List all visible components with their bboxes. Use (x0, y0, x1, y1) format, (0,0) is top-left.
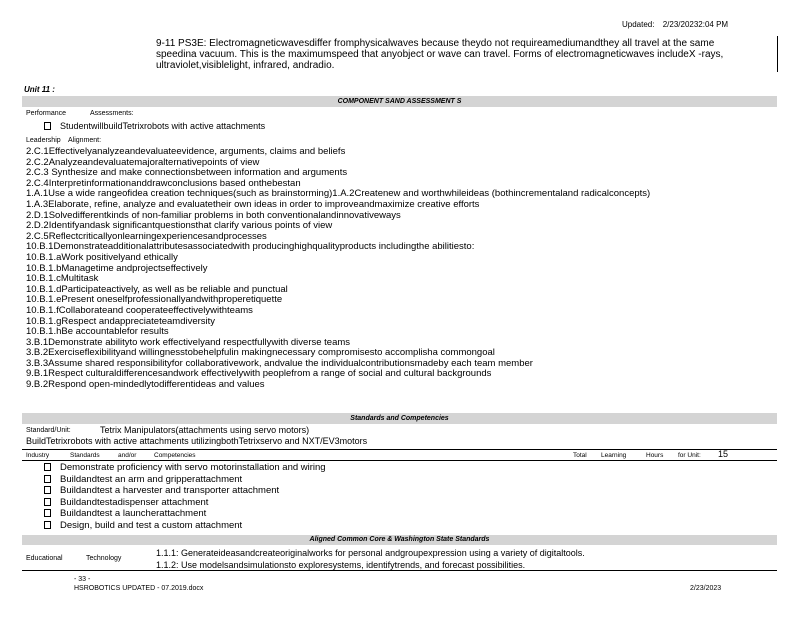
technology-label: Technology (86, 555, 122, 562)
updated-value: 2/23/20232:04 PM (662, 20, 729, 29)
list-item: 3.B.3Assume shared responsibilityfor collaborativework, andvalue the individualcontributionsmadeby each team member (26, 357, 533, 369)
leadership-label: Leadership (26, 137, 61, 144)
industry-label: Industry (26, 452, 50, 459)
list-item: 2.C.2Analyzeandevaluatemajoralternativepoints of view (26, 156, 260, 168)
list-item: 10.B.1.cMultitask (26, 273, 99, 285)
learning-label: Learning (601, 452, 627, 459)
intro-line-3: ultraviolet,visiblelight, infrared, andradio. (156, 60, 335, 71)
checkbox-icon (44, 463, 51, 471)
list-item: Demonstrate proficiency with servo motorinstallation and wiring (44, 462, 326, 474)
divider (22, 449, 777, 450)
tech-standards (156, 547, 585, 571)
updated-timestamp (622, 20, 728, 29)
list-item: 10.B.1.bManagetime andprojectseffectively (26, 262, 208, 274)
list-item: 2.C.3 Synthesize and make connectionsbetween information and arguments (26, 167, 348, 179)
list-item: 9.B.2Respond open-mindedlytodifferentideas and values (26, 379, 265, 391)
performance-item (44, 121, 265, 131)
list-item: 3.B.2Exerciseflexibilityand willingnesstobehelpfulin makingnecessary compromisesto accomplisha commongoal (26, 347, 495, 359)
list-item: 2.C.5Reflectcriticallyonlearningexperiencesandprocesses (26, 230, 267, 242)
footer-file: HSROBOTICS UPDATED - 07.2019.docx (74, 585, 204, 592)
list-item: 2.C.4Interpretinformationanddrawconclusions based onthebestan (26, 177, 301, 189)
competencies-label: Competencies (154, 452, 196, 459)
intro-line-1: 9-11 PS3E: Electromagneticwavesdiffer fromphysicalwaves because theydo not requireamediumandthey all travel at the same (156, 38, 715, 49)
list-item: Buildandtest a harvester and transporter attachment (44, 485, 326, 497)
checkbox-icon (44, 509, 51, 517)
list-item: 10.B.1.aWork positivelyand ethically (26, 251, 178, 263)
list-item: 10.B.1.ePresent oneselfprofessionallyandwithproperetiquette (26, 294, 283, 306)
checkbox-icon (44, 486, 51, 494)
list-item: 1.1.2: Use modelsandsimulationsto exploresystems, identifytrends, and forecast possibilities. (156, 560, 526, 570)
list-item: 2.D.1Solvedifferentkinds of non-familiar problems in both conventionalandinnovativeways (26, 209, 401, 221)
list-item: Buildandtest an arm and gripperattachment (44, 474, 326, 486)
standards-bar: Standards and Competencies (22, 413, 777, 424)
assessments-label: Assessments: (90, 110, 134, 117)
alignment-label: Alignment: (68, 137, 102, 144)
total-label: Total (573, 452, 587, 459)
educational-label: Educational (26, 555, 63, 562)
list-item: Buildandtestadispenser attachment (44, 497, 326, 509)
list-item: 10.B.1.fCollaborateand cooperateeffectivelywithteams (26, 304, 253, 316)
checkbox-icon (44, 521, 51, 529)
divider (22, 460, 777, 461)
page-number: - 33 - (74, 576, 91, 583)
list-item: 10.B.1Demonstrateadditionalattributesassociatedwith producinghighqualityproducts includingthe abilitiesto: (26, 241, 475, 253)
list-item: 10.B.1.gRespect andappreciateteamdiversity (26, 315, 216, 327)
components-bar: COMPONENT SAND ASSESSMENT S (22, 96, 777, 107)
leadership-list (26, 147, 650, 391)
intro-text (156, 38, 723, 71)
list-item: 10.B.1.hBe accountablefor results (26, 326, 169, 338)
list-item: 1.A.3Elaborate, refine, analyze and evaluatetheir own ideas in order to improveandmaximize creative efforts (26, 198, 480, 210)
competency-list (44, 462, 326, 532)
checkbox-icon (44, 498, 51, 506)
divider (22, 570, 777, 571)
checkbox-icon (44, 475, 51, 483)
updated-label: Updated: (622, 20, 655, 29)
andor-label: and/or (118, 452, 137, 459)
list-item: 3.B.1Demonstrate abilityto work effectivelyand respectfullywith diverse teams (26, 336, 351, 348)
intro-border (777, 36, 778, 72)
aligned-bar: Aligned Common Core & Washington State Standards (22, 535, 777, 545)
intro-line-2: speedina vacuum. This is the maximumspeed that anyobject or wave can travel. Forms of electromagneticwaves includeX -rays, (156, 49, 724, 60)
hours-value: 15 (718, 449, 729, 459)
list-item: 2.D.2Identifyandask significantquestionsthat clarify various points of view (26, 220, 333, 232)
standards-label: Standards (70, 452, 100, 459)
performance-item-text: StudentwillbuildTetrixrobots with active attachments (60, 121, 266, 131)
list-item: Design, build and test a custom attachment (44, 520, 326, 532)
standard-unit-label: Standard/Unit: (26, 427, 71, 434)
for-unit-label: for Unit: (678, 452, 701, 459)
unit-label: Unit 11 : (24, 85, 55, 94)
standard-unit-value: Tetrix Manipulators(attachments using servo motors) (100, 425, 310, 435)
hours-label: Hours (646, 452, 664, 459)
checkbox-icon (44, 122, 51, 130)
performance-label: Performance (26, 110, 67, 117)
list-item: 1.1.1: Generateideasandcreateoriginalworks for personal andgroupexpression using a variety of digitaltools. (156, 548, 585, 558)
standard-unit-desc: BuildTetrixrobots with active attachments utilizingbothTetrixservo and NXT/EV3motors (26, 436, 368, 446)
footer-date: 2/23/2023 (690, 585, 722, 592)
list-item: 10.B.1.dParticipateactively, as well as be reliable and punctual (26, 283, 288, 295)
list-item: Buildandtest a launcherattachment (44, 508, 326, 520)
list-item: 2.C.1Effectivelyanalyzeandevaluateevidence, arguments, claims and beliefs (26, 146, 346, 157)
list-item: 9.B.1Respect culturaldifferencesandwork effectivelywith peoplefrom a range of social and cultural backgrounds (26, 368, 492, 380)
list-item: 1.A.1Use a wide rangeofidea creation techniques(such as brainstorming)1.A.2Createnew and worthwhileideas (bothincrementaland radicalconcepts) (26, 188, 651, 200)
